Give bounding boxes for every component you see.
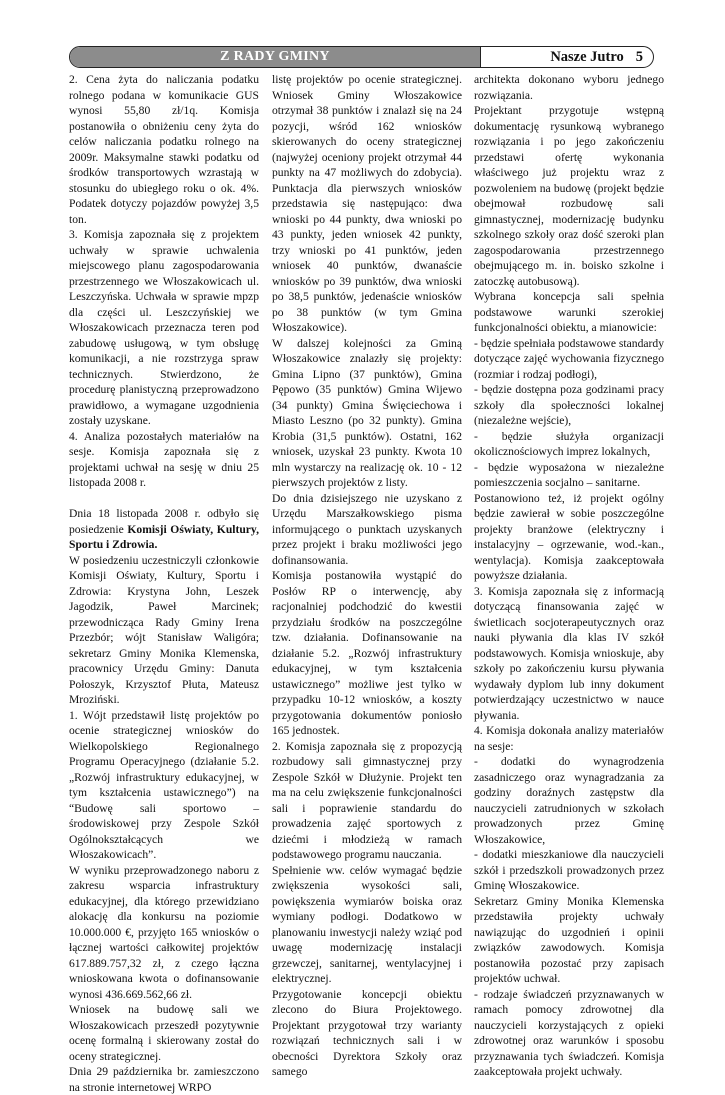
page-header (69, 46, 654, 68)
section-title: Z RADY GMINY (70, 47, 481, 67)
paragraph: 2. Komisja zapoznała się z propozycją rozbudowy sali gimnastycznej przy Zespole Szkół w Dłużynie. Projekt ten ma na celu zwiększenie funkcjonalności sali i poprawienie standardu do prowadzenia zajęć sportowych z dziećmi i młodzieżą w ramach podstawowego programu nauczania. (272, 739, 462, 861)
paragraph: Dnia 29 października br. zamieszczono na stronie internetowej WRPO (69, 1065, 259, 1094)
paragraph: Komisja postanowiła wystąpić do Posłów RP o interwencję, aby racjonalniej podchodzić do kwestii przydziału środków na poszczególne tzw. działania. Dofinansowanie na działanie 5.2. „Rozwój infrastruktury edukacyjnej, w tym kształcenia ustawicznego” możliwe jest tylko w przypadku 10-12 wniosków, a koszty przygotowania dokumentów poniosło 165 jednostek. (272, 569, 462, 737)
list-item: - dodatki do wynagrodzenia zasadniczego oraz wynagradzania za godziny doraźnych zastępstw dla nauczycieli zatrudnionych w szkołach prowadzonych przez Gminę Włoszakowice, (474, 755, 664, 846)
header-right (481, 47, 653, 67)
paragraph: Wniosek na budowę sali we Włoszakowicach przeszedł pozytywnie ocenę formalną i skierowany został do oceny strategicznej. (69, 1003, 259, 1063)
list-item: - będzie spełniała podstawowe standardy dotyczące zajęć wychowania fizycznego (rozmiar i rodzaj podłogi), (474, 336, 664, 381)
paragraph: Wybrana koncepcja sali spełnia podstawowe warunki szerokiej funkcjonalności obiektu, a mianowicie: (474, 290, 664, 334)
list-item: - dodatki mieszkaniowe dla nauczycieli szkół i przedszkoli prowadzonych przez Gminę Włoszakowice. (474, 848, 664, 892)
paragraph: 3. Komisja zapoznała się z informacją dotyczącą finansowania zajęć w świetlicach socjoterapeutycznych oraz nauki pływania dla klas IV szkół podstawowych. Komisja wnioskuje, aby szkoły po zakończeniu kursu pływania wydawały dyplom lub inny dokument potwierdzający uczestnictwo w nauce pływania. (474, 584, 664, 722)
paragraph: Przygotowanie koncepcji obiektu zlecono do Biura Projektowego. Projektant przygotował trzy warianty rozwiązań technicznych sali i w obecności Dyrektora Szkoły oraz samego (272, 987, 462, 1078)
list-item: - rodzaje świadczeń przyznawanych w ramach pomocy zdrowotnej dla nauczycieli korzystających z opieki zdrowotnej oraz warunków i sposobu przyznawania tych świadczeń. Komisja zaakceptowała projekt uchwały. (474, 987, 664, 1078)
text-column-3 (474, 72, 664, 1080)
paragraph: 4. Analiza pozostałych materiałów na sesje. Komisja zapoznała się z projektami uchwał na sesję w dniu 25 listopada 2008 r. (69, 429, 259, 489)
paragraph: 1. Wójt przedstawił listę projektów po ocenie strategicznej wniosków do Wielkopolskiego Regionalnego Programu Operacyjnego (działanie 5.2. „Rozwój infrastruktury edukacyjnej, w tym kształcenia ustawicznego”) na “Budowę sali sportowo – środowiskowej przy Zespole Szkół Ogólnokształcących we Włoszakowicach”. (69, 708, 259, 861)
list-item: - będzie służyła organizacji okolicznościowych imprez lokalnych, (474, 429, 664, 458)
paragraph: Postanowiono też, iż projekt ogólny będzie zawierał w sobie poszczególne projekty branżowe (elektryczny i instalacyjny – ogrzewanie, wod.-kan., wentylacja). Komisja zaakceptowała powyższe działania. (474, 491, 664, 582)
paragraph: Do dnia dzisiejszego nie uzyskano z Urzędu Marszałkowskiego pisma informującego o punktach uzyskanych przez projekt i braku możliwości jego dofinansowania. (272, 491, 462, 567)
committee-name: Komisji Oświaty, Kultury, Sportu i Zdrowia. (69, 522, 259, 551)
text-column-2 (272, 72, 462, 1080)
list-item: - będzie wyposażona w niezależne pomieszczenia socjalno – sanitarne. (474, 460, 664, 489)
paragraph: architekta dokonano wyboru jednego rozwiązania. (474, 73, 664, 102)
paragraph: Spełnienie ww. celów wymagać będzie zwiększenia wysokości sali, powiększenia wymiarów boiska oraz wymiany podłogi. Dodatkowo w planowaniu inwestycji należy wziąć pod uwagę modernizację instalacji grzewczej, sanitarnej, wentylacyjnej i elektrycznej. (272, 863, 462, 985)
paragraph: W wyniku przeprowadzonego naboru z zakresu wsparcia infrastruktury edukacyjnej, dla którego przewidziano alokację dla konkursu na poziomie 10.000.000 €, przyjęto 165 wniosków o łącznej wartości całkowitej projektów 617.889.757,32 zł, z czego łączna wnioskowana kwota o dofinansowanie wynosi 436.669.562,66 zł. (69, 863, 259, 1001)
paragraph: listę projektów po ocenie strategicznej. Wniosek Gminy Włoszakowice otrzymał 38 punktów i znalazł się na 24 pozycji, wśród 162 wniosków skierowanych do oceny strategicznej (najwyżej oceniony projekt otrzymał 44 punkty na 47 możliwych do zdobycia). Punktacja dla pierwszych wniosków przedstawia się następująco: dwa wnioski po 44 punkty, dwa wnioski po 43 punkty, jeden wniosek 42 punkty, trzy wnioski po 41 punktów, jeden wniosek 40 punktów, dwanaście wniosków po 39 punktów, dwa wnioski po 38,5 punktów, jedenaście wniosków po 38 punktów (w tym Gmina Włoszakowice). (272, 73, 462, 334)
paragraph: W dalszej kolejności za Gminą Włoszakowice znalazły się projekty: Gmina Lipno (37 punktów), Gmina Pępowo (35 punktów) Gmina Wijewo (34 punkty) Gmina Święciechowa i Miasto Leszno (po 32 punkty). Gmina Krobia (31,5 punktów). Ostatni, 162 wniosek, uzyskał 23 punkty. Kwota 10 mln wystarczy na realizację ok. 10 - 12 pierwszych projektów z listy. (272, 336, 462, 489)
text-column-1 (69, 72, 259, 1095)
meeting-intro-text: Dnia 18 listopada 2008 r. odbyło się posiedzenie (69, 507, 259, 536)
paragraph: W posiedzeniu uczestniczyli członkowie Komisji Oświaty, Kultury, Sportu i Zdrowia: Krystyna John, Leszek Jagodzik, Paweł Marcinek; przewodnicząca Rady Gminy Irena Przezbór; wójt Stanisław Waligóra; sekretarz Gminy Monika Klemenska, pracownicy Urzędu Gminy: Danuta Połoszyk, Krzysztof Płuta, Mateusz Mroziński. (69, 553, 259, 706)
paragraph: 2. Cena żyta do naliczania podatku rolnego podana w komunikacie GUS wynosi 55,80 zł/1q. Komisja postanowiła o obniżeniu ceny żyta do celów naliczania podatku rolnego na 2009r. Maksymalne stawki podatku od środków transportowych wzrastają w stosunku do ubiegłego roku o ok. 4%. Podatek dotyczy pojazdów powyżej 3,5 ton. (69, 73, 259, 226)
page-number: 5 (635, 48, 643, 65)
paragraph: 4. Komisja dokonała analizy materiałów na sesje: (474, 724, 664, 753)
paragraph: Sekretarz Gminy Monika Klemenska przedstawiła projekty uchwały nawiązując do uzgodnień i opinii związków zawodowych. Komisja postanowiła pozostać przy zapisach projektów uchwał. (474, 894, 664, 985)
list-item: - będzie dostępna poza godzinami pracy szkoły dla społeczności lokalnej (niezależne wejście), (474, 383, 664, 427)
publication-name: Nasze Jutro (550, 48, 624, 65)
paragraph: Projektant przygotuje wstępną dokumentację rysunkową wybranego rozwiązania i po jego zakończeniu przedstawi ofertę wykonania właściwego już projektu wraz z pozwoleniem na budowę (projekt będzie obejmował rozbudowę sali gimnastycznej, modernizację budynku szkolnego szkoły oraz dość szeroki plan zagospodarowania przestrzennego obejmującego m. in. boisko szkolne i zatoczkę autobusową). (474, 104, 664, 288)
paragraph: 3. Komisja zapoznała się z projektem uchwały w sprawie uchwalenia miejscowego planu zagospodarowania przestrzennego we Włoszakowicach ul. Leszczyńska. Uchwała w sprawie mpzp dla części ul. Leszczyńskiej we Włoszakowicach przeznacza teren pod zabudowę usługową, w tym obsługę komunikacji, a nie rozstrzyga spraw technicznych. Stwierdzono, że procedurę planistyczną przeprowadzono prawidłowo, a wymagane uzgodnienia zostały uzyskane. (69, 228, 259, 427)
meeting-intro (69, 506, 259, 553)
